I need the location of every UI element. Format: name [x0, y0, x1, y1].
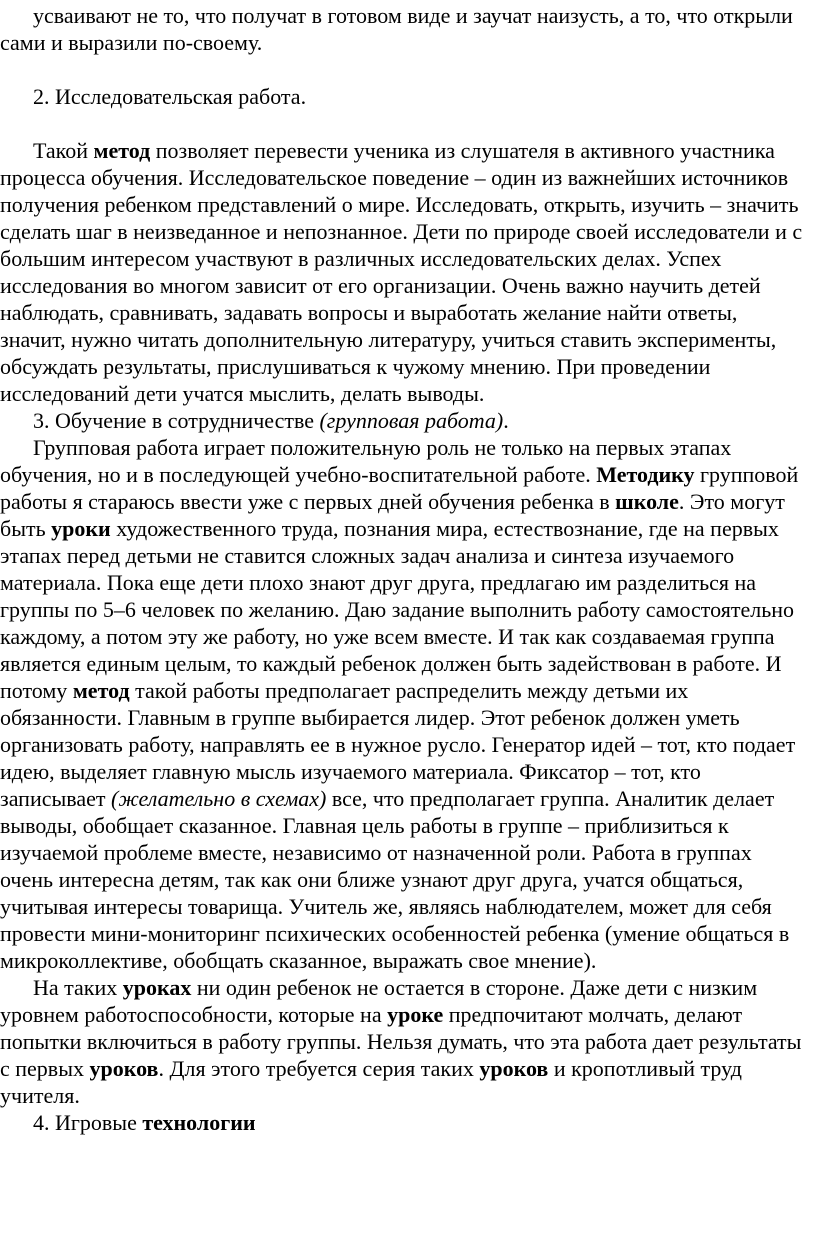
- paragraph-intro: [0, 2, 808, 56]
- text-run: все, что предполагает группа. Аналитик делает выводы, обобщает сказанное. Главная цель работы в группе – приблизиться к изучаемой проблеме вместе, независимо от назначенной роли. Работа в группах очень интересна детям, так как они ближе узнают друг друга, учатся общаться, учитывая интересы товарища. Учитель же, являясь наблюдателем, может для себя провести мини-мониторинг психических особенностей ребенка (умение общаться в микроколлективе, обобщать сказанное, выражать свое мнение).: [0, 786, 790, 973]
- bold-term: уроки: [51, 516, 111, 541]
- bold-term: метод: [72, 678, 130, 703]
- bold-term: уроков: [479, 1056, 549, 1081]
- text-run: усваивают не то, что получат в готовом виде и заучат наизусть, а то, что открыли сами и выразили по-своему.: [0, 3, 793, 55]
- bold-term: школе: [615, 489, 679, 514]
- text-run: групповой работы я стараюсь ввести уже с первых дней обучения ребенка в: [0, 462, 799, 514]
- bold-term: метод: [93, 138, 151, 163]
- text-run: ни один ребенок не остается в стороне. Даже дети с низким уровнем работоспособности, которые на: [0, 975, 758, 1027]
- text-run: Такой: [33, 138, 94, 163]
- heading-cooperative-learning: [0, 407, 808, 434]
- text-run: художественного труда, познания мира, естествознание, где на первых этапах перед детьми не ставится сложных задач анализа и синтеза изучаемого материала. Пока еще дети плохо знают друг друга, предлагаю им разделиться на группы по 5–6 человек по желанию. Даю задание выполнить работу самостоятельно каждому, а потом эту же работу, но уже всем вместе. И так как создаваемая группа является единым целым, то каждый ребенок должен быть задействован в работе. И потому: [0, 516, 794, 703]
- italic-note: (желательно в схемах): [111, 786, 327, 811]
- text-run: . Это могут быть: [0, 489, 785, 541]
- italic-note: (групповая работа): [319, 408, 504, 433]
- heading-game-technologies: [0, 1109, 808, 1136]
- text-run: позволяет перевести ученика из слушателя в активного участника процесса обучения. Исследовательское поведение – один из важнейших источников получения ребенком представлений о мире. Исследовать, открыть, изучить – значить сделать шаг в неизведанное и непознанное. Дети по природе своей исследователи и с большим интересом участвуют в различных исследовательских делах. Успех исследования во многом зависит от его организации. Очень важно научить детей наблюдать, сравнивать, задавать вопросы и выработать желание найти ответы, значит, нужно читать дополнительную литературу, учиться ставить эксперименты, обсуждать результаты, прислушиваться к чужому мнению. При проведении исследований дети учатся мыслить, делать выводы.: [0, 138, 803, 406]
- text-run: 2. Исследовательская работа.: [33, 84, 307, 109]
- bold-term: уроке: [387, 1002, 444, 1027]
- paragraph-research-method: [0, 137, 808, 407]
- text-run: предпочитают молчать, делают попытки включиться в работу группы. Нельзя думать, что эта работа дает результаты с первых: [0, 1002, 802, 1081]
- bold-term: уроков: [89, 1056, 159, 1081]
- bold-term: технологии: [142, 1110, 256, 1135]
- text-run: 4. Игровые: [33, 1110, 143, 1135]
- bold-term: уроках: [122, 975, 192, 1000]
- text-run: 3. Обучение в сотрудничестве: [33, 408, 320, 433]
- text-run: .: [503, 408, 509, 433]
- paragraph-group-work: [0, 434, 808, 974]
- text-run: . Для этого требуется серия таких: [158, 1056, 480, 1081]
- heading-research-work: [0, 83, 808, 110]
- bold-term: Методику: [596, 462, 695, 487]
- paragraph-group-lessons: [0, 974, 808, 1109]
- text-run: Групповая работа играет положительную роль не только на первых этапах обучения, но и в последующей учебно-воспитательной работе.: [0, 435, 732, 487]
- text-run: такой работы предполагает распределить между детьми их обязанности. Главным в группе выбирается лидер. Этот ребенок должен уметь организовать работу, направлять ее в нужное русло. Генератор идей – тот, кто подает идею, выделяет главную мысль изучаемого материала. Фиксатор – тот, кто записывает: [0, 678, 796, 811]
- text-run: и кропотливый труд учителя.: [0, 1056, 742, 1108]
- text-run: На таких: [33, 975, 123, 1000]
